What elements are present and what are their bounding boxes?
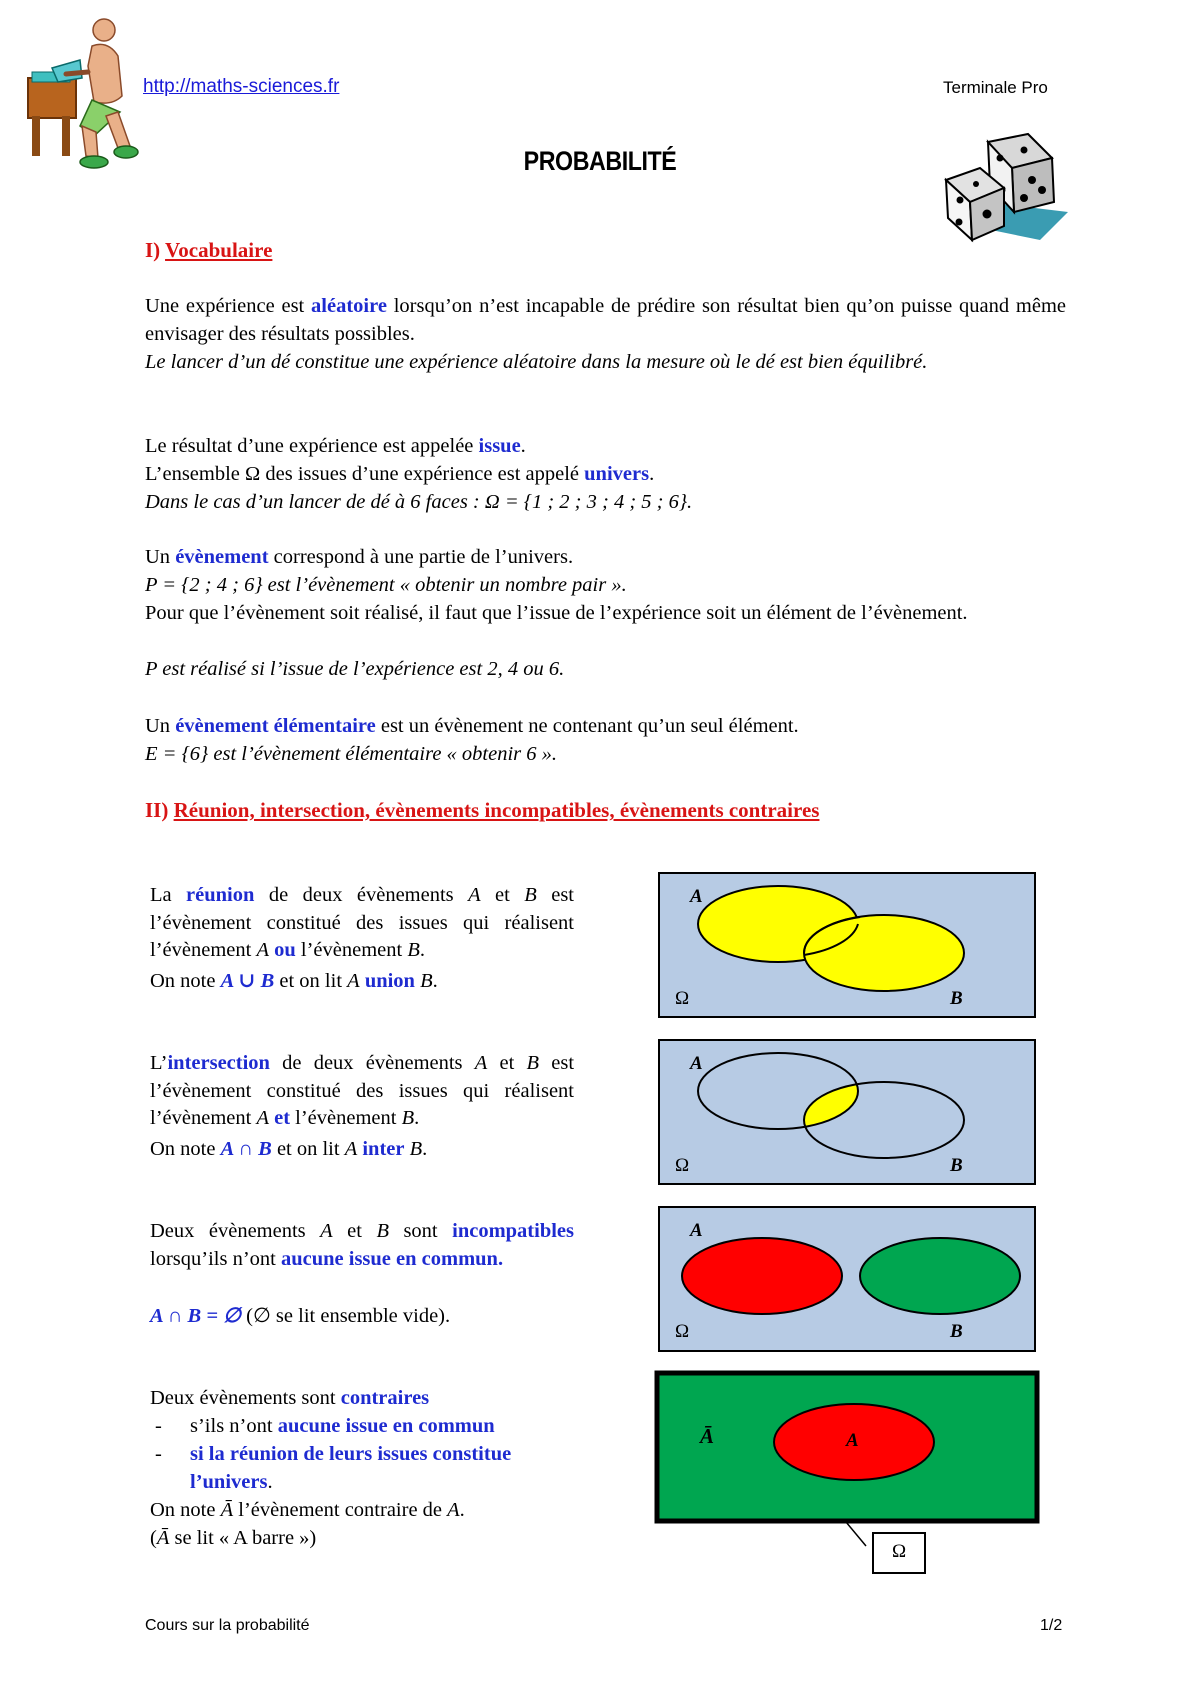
text: . — [422, 1138, 428, 1160]
term-aucune-issue: aucune issue en commun — [280, 1247, 498, 1270]
contraires-reading — [150, 1525, 316, 1553]
inter-label-a: A — [690, 1053, 703, 1074]
contraires-bullet-1 — [155, 1413, 162, 1441]
text: de deux évènements — [269, 1052, 475, 1074]
word-union: union — [364, 970, 415, 992]
union-notation — [150, 968, 438, 996]
text: . — [649, 463, 655, 485]
text: . — [419, 939, 425, 961]
section1-title: Vocabulaire — [165, 238, 273, 262]
text: et on lit — [274, 970, 348, 992]
realisation-text: Pour que l’évènement soit réalisé, il faut que l’issue de l’expérience soit un élément de l’évènement. — [145, 602, 968, 624]
bullet-dash: - — [155, 1443, 162, 1465]
var-b: B — [401, 1107, 415, 1129]
text: et — [480, 884, 525, 906]
var-b: B — [524, 884, 537, 906]
site-link[interactable]: http://maths-sciences.fr — [143, 76, 340, 97]
incompatible-diagram — [658, 1206, 1036, 1352]
term-ou: ou — [274, 939, 296, 961]
text: . — [267, 1470, 273, 1493]
text: . — [414, 1107, 420, 1129]
contraires-bullet-2-text — [190, 1441, 590, 1496]
symbol-abar: Ā — [220, 1499, 234, 1521]
var-a: A — [320, 1220, 333, 1242]
text: est l’évènement constitué des issues qui réalisent l’évènement — [150, 884, 574, 961]
inter-label-b: B — [950, 1155, 963, 1176]
var-a: A — [468, 884, 481, 906]
union-definition — [150, 882, 574, 965]
inter-label-omega: Ω — [675, 1155, 690, 1176]
section1-heading — [145, 238, 272, 263]
text: Une expérience est — [145, 295, 312, 317]
bullet-dash: - — [155, 1415, 162, 1437]
text: L’ensemble Ω des issues d’une expérience est appelé — [145, 463, 585, 485]
text: . — [520, 435, 526, 457]
text: l’évènement contraire de — [233, 1499, 448, 1521]
var-a: A — [447, 1499, 460, 1521]
var-a: A — [256, 1107, 269, 1129]
intersection-notation — [150, 1136, 427, 1164]
definition-evenement — [145, 544, 573, 572]
example-aleatoire: Le lancer d’un dé constitue une expérience aléatoire dans la mesure où le dé est bien équilibré. — [145, 351, 928, 373]
incompatible-notation — [150, 1303, 450, 1331]
definition-issue — [145, 433, 526, 461]
symbol-union: A ∪ B — [220, 970, 275, 992]
text: On note — [150, 970, 221, 992]
incomp-label-b: B — [950, 1321, 963, 1342]
var-b: B — [526, 1052, 540, 1074]
text: . — [497, 1247, 504, 1270]
term-incompatibles: incompatibles — [452, 1220, 574, 1242]
definition-aleatoire — [145, 293, 1066, 348]
text: Un — [145, 715, 176, 737]
text: s’ils n’ont — [190, 1415, 278, 1437]
footer-page-number: 1/2 — [1040, 1617, 1063, 1634]
intersection-definition — [150, 1050, 574, 1133]
incompatible-definition — [150, 1218, 574, 1273]
contr-label-omega: Ω — [891, 1541, 907, 1562]
contr-label-abar: Ā — [700, 1424, 715, 1448]
var-a: A — [474, 1052, 488, 1074]
text: l’évènement — [295, 939, 408, 961]
term-et: et — [274, 1107, 291, 1129]
section2-title: Réunion, intersection, évènements incompatibles, évènements contraires — [173, 798, 820, 822]
term-intersection: intersection — [167, 1052, 270, 1074]
text: Le résultat d’une expérience est appelée — [145, 435, 479, 457]
text: L’ — [150, 1052, 168, 1074]
union-label-a: A — [690, 886, 703, 907]
contraires-diagram — [654, 1370, 1040, 1576]
intersection-diagram — [658, 1039, 1036, 1185]
contraires-bullet-2 — [155, 1441, 162, 1469]
var-a: A — [256, 939, 269, 961]
incomp-label-omega: Ω — [675, 1321, 690, 1342]
text: La — [150, 884, 187, 906]
text: Deux évènements sont — [150, 1387, 341, 1409]
text: et on lit — [271, 1138, 345, 1160]
word-inter: inter — [362, 1138, 405, 1160]
text: correspond à une partie de l’univers. — [268, 546, 574, 568]
text: . — [459, 1499, 465, 1521]
symbol-abar: Ā — [156, 1527, 170, 1549]
example-evenement: P = {2 ; 4 ; 6} est l’évènement « obtenir un nombre pair ». — [145, 574, 627, 596]
term-contraires: contraires — [340, 1387, 430, 1409]
contraires-bullet-1-text — [190, 1413, 495, 1441]
text: se lit « A barre ») — [169, 1527, 317, 1549]
var-a: A — [344, 1138, 358, 1160]
var-b: B — [409, 1138, 423, 1160]
union-label-b: B — [950, 988, 963, 1009]
symbol-inter: A ∩ B — [220, 1138, 272, 1160]
text: sont — [388, 1220, 453, 1242]
example-realisation: P est réalisé si l’issue de l’expérience est 2, 4 ou 6. — [145, 658, 565, 680]
incomp-label-a: A — [690, 1220, 703, 1241]
definition-elementaire — [145, 713, 799, 741]
text: Deux évènements — [150, 1220, 321, 1242]
symbol-empty-intersection: A ∩ B = ∅ — [150, 1305, 241, 1327]
term-aucune-issue-commun: aucune issue en commun — [277, 1415, 495, 1437]
var-b: B — [407, 939, 420, 961]
term-aleatoire: aléatoire — [311, 295, 387, 317]
definition-univers — [145, 461, 654, 489]
union-label-omega: Ω — [675, 988, 690, 1009]
contraires-definition — [150, 1385, 429, 1413]
text: et — [487, 1052, 527, 1074]
text: de deux évènements — [254, 884, 469, 906]
section1-number: I) — [145, 238, 161, 262]
term-reunion: réunion — [186, 884, 255, 906]
text: est l’évènement constitué des issues qui réalisent l’évènement — [150, 1052, 575, 1129]
text: est un évènement ne contenant qu’un seul élément. — [375, 715, 799, 737]
var-b: B — [420, 970, 433, 992]
text: lorsqu’ils n’ont — [150, 1247, 281, 1270]
section2-number: II) — [145, 798, 169, 822]
level-label: Terminale Pro — [943, 78, 1048, 97]
text: lorsqu’on n’est incapable de prédire son résultat bien qu’on puisse quand même envisager des résultats possibles. — [145, 295, 1066, 345]
dice-icon — [942, 128, 1070, 246]
var-a: A — [347, 970, 360, 992]
term-issue: issue — [478, 435, 521, 457]
var-b: B — [376, 1220, 389, 1242]
text: On note — [150, 1499, 221, 1521]
text: On note — [150, 1138, 221, 1160]
example-univers: Dans le cas d’un lancer de dé à 6 faces : Ω = {1 ; 2 ; 3 ; 4 ; 5 ; 6}. — [145, 491, 693, 513]
contraires-notation — [150, 1497, 465, 1525]
text: et — [332, 1220, 377, 1242]
text: (∅ se lit ensemble vide). — [241, 1305, 451, 1327]
term-univers: univers — [584, 463, 650, 485]
example-elementaire: E = {6} est l’évènement élémentaire « obtenir 6 ». — [145, 743, 558, 765]
text: Un — [145, 546, 176, 568]
footer-course-title: Cours sur la probabilité — [145, 1617, 310, 1634]
contr-label-a: A — [846, 1430, 859, 1451]
text: . — [432, 970, 438, 992]
text: ( — [150, 1527, 157, 1549]
term-evenement: évènement — [175, 546, 269, 568]
union-circles — [660, 874, 1034, 1016]
page-title: PROBABILITÉ — [523, 146, 677, 176]
section2-heading — [145, 798, 819, 823]
term-reunion-univers: si la réunion de leurs issues constitue l’univers — [190, 1443, 512, 1493]
text: l’évènement — [290, 1107, 402, 1129]
term-elementaire: évènement élémentaire — [175, 715, 376, 737]
